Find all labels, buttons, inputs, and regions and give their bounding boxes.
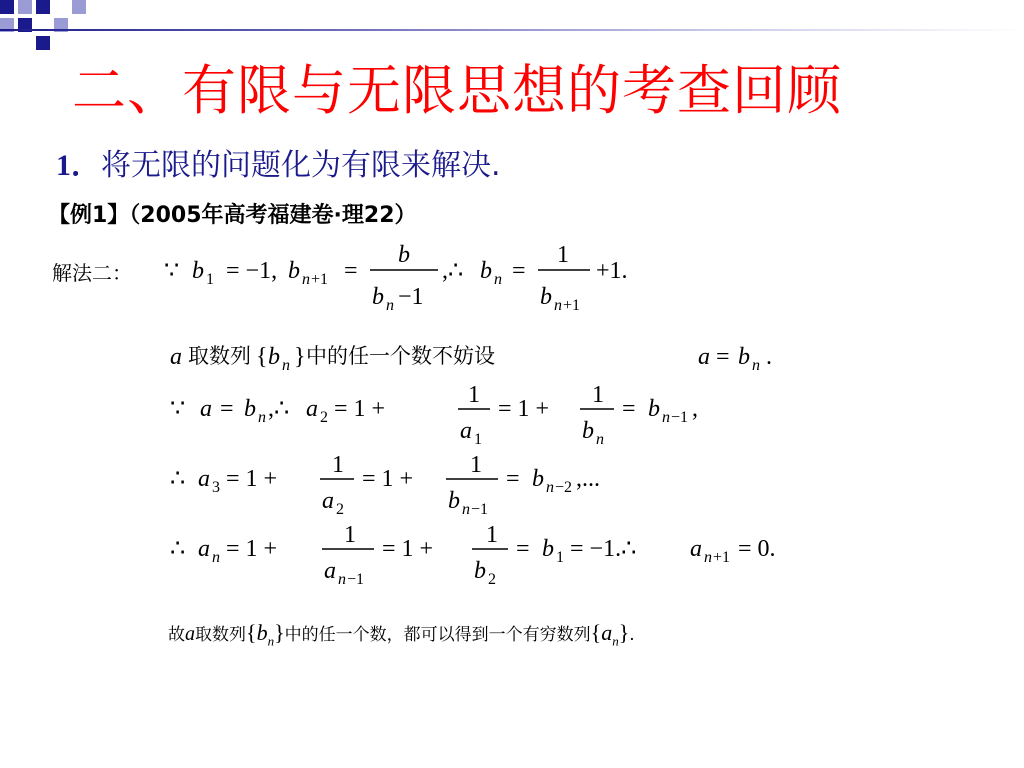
svg-text:n: n: [596, 431, 604, 448]
svg-text:1: 1: [556, 549, 564, 566]
svg-text:= 1 +: = 1 +: [382, 536, 434, 562]
header-divider: [0, 29, 1024, 31]
svg-text:a: a: [306, 396, 318, 422]
svg-text:a: a: [198, 536, 210, 562]
corner-square-1: [0, 0, 14, 14]
corner-square-3: [36, 0, 50, 14]
svg-text:}: }: [294, 344, 306, 370]
svg-text:= 1 +: = 1 +: [226, 466, 278, 492]
svg-text:1: 1: [474, 431, 482, 448]
svg-text:∴: ∴: [170, 466, 186, 492]
svg-text:+1: +1: [311, 271, 329, 288]
formula-step-a3: [168, 446, 768, 516]
svg-text:a: a: [170, 344, 182, 370]
svg-text:3: 3: [212, 479, 220, 496]
svg-text:1: 1: [557, 242, 569, 268]
svg-text:n: n: [338, 571, 346, 588]
svg-text:b: b: [268, 344, 280, 370]
formula-recurrence: [160, 232, 680, 322]
svg-text:b: b: [532, 466, 544, 492]
svg-text:b: b: [540, 284, 552, 310]
svg-text:n: n: [752, 357, 760, 374]
svg-text:b: b: [448, 488, 460, 514]
svg-text:a: a: [690, 536, 702, 562]
svg-text:b: b: [738, 344, 750, 370]
svg-text:2: 2: [336, 501, 344, 518]
svg-text:a: a: [460, 418, 472, 444]
conclusion-middle: 取数列: [195, 625, 246, 645]
svg-text:a: a: [322, 488, 334, 514]
svg-text:n: n: [212, 549, 220, 566]
corner-square-8: [72, 0, 86, 14]
svg-text:−1: −1: [671, 409, 689, 426]
svg-text:n: n: [554, 297, 562, 314]
svg-text:n: n: [704, 549, 712, 566]
example-label: 【例1】（2005年高考福建卷·理22）: [48, 203, 417, 228]
svg-text:n: n: [546, 479, 554, 496]
formula-assumption: [168, 338, 828, 378]
svg-text:a: a: [324, 558, 336, 584]
svg-text:b: b: [192, 258, 204, 284]
svg-text:1: 1: [592, 382, 604, 408]
svg-text:−1: −1: [471, 501, 489, 518]
variable-a: a: [185, 623, 195, 645]
svg-text:= 1 +: = 1 +: [334, 396, 386, 422]
svg-text:1: 1: [470, 452, 482, 478]
svg-text:a: a: [698, 344, 710, 370]
svg-text:=: =: [220, 396, 234, 422]
svg-text:= 1 +: = 1 +: [498, 396, 550, 422]
svg-text:=: =: [716, 344, 730, 370]
svg-text:n: n: [662, 409, 670, 426]
conclusion-end: .: [629, 625, 635, 645]
svg-text:b: b: [474, 558, 486, 584]
svg-text:b: b: [648, 396, 660, 422]
svg-text:1: 1: [486, 522, 498, 548]
formula-step-a2: [168, 376, 768, 446]
svg-text:n: n: [462, 501, 470, 518]
svg-text:n: n: [494, 271, 502, 288]
conclusion-line: [168, 620, 635, 649]
svg-text:−2: −2: [555, 479, 573, 496]
corner-square-7: [36, 36, 50, 50]
svg-text:a: a: [198, 466, 210, 492]
svg-text:∵: ∵: [164, 258, 180, 284]
svg-text:,...: ,...: [576, 466, 600, 492]
svg-text:+1.: +1.: [596, 258, 628, 284]
slide-title: 二、有限与无限思想的考查回顾: [72, 59, 842, 122]
svg-text:,: ,: [692, 396, 698, 422]
svg-text:∵: ∵: [170, 396, 186, 422]
svg-text:=: =: [516, 536, 530, 562]
svg-text:中的任一个数不妨设: 中的任一个数不妨设: [306, 344, 495, 368]
svg-text:{: {: [256, 344, 268, 370]
svg-text:1: 1: [332, 452, 344, 478]
method-label: 解法二：: [52, 261, 132, 285]
svg-text:,∴: ,∴: [268, 396, 290, 422]
svg-text:−1: −1: [398, 284, 424, 310]
svg-text:n: n: [258, 409, 266, 426]
corner-square-2: [18, 0, 32, 14]
svg-text:n: n: [386, 297, 394, 314]
set-an: $\{a_n\}$: [590, 620, 630, 649]
svg-text:.: .: [766, 344, 772, 370]
svg-text:,∴: ,∴: [442, 258, 464, 284]
conclusion-mid2: 中的任一个数，都可以得到一个有穷数列: [284, 625, 591, 645]
svg-text:=: =: [512, 258, 526, 284]
svg-text:b: b: [542, 536, 554, 562]
set-bn: $\{b_n\}$: [246, 620, 285, 649]
section-heading: [56, 140, 501, 184]
svg-text:b: b: [480, 258, 492, 284]
svg-text:−1: −1: [347, 571, 365, 588]
svg-text:n: n: [302, 271, 310, 288]
svg-text:b: b: [288, 258, 300, 284]
svg-text:= 1 +: = 1 +: [362, 466, 414, 492]
svg-text:1: 1: [468, 382, 480, 408]
formula-step-an: [168, 516, 848, 586]
conclusion-prefix: 故: [168, 625, 185, 645]
svg-text:= −1.∴: = −1.∴: [570, 536, 637, 562]
section-text: 将无限的问题化为有限来解决.: [101, 148, 501, 183]
svg-text:1: 1: [206, 271, 214, 288]
svg-text:b: b: [398, 242, 410, 268]
svg-text:取数列: 取数列: [188, 344, 251, 368]
svg-text:1: 1: [344, 522, 356, 548]
svg-text:b: b: [372, 284, 384, 310]
svg-text:b: b: [582, 418, 594, 444]
svg-text:=: =: [506, 466, 520, 492]
svg-text:2: 2: [320, 409, 328, 426]
svg-text:= −1,: = −1,: [226, 258, 278, 284]
svg-text:+1: +1: [713, 549, 731, 566]
svg-text:∴: ∴: [170, 536, 186, 562]
svg-text:= 0.: = 0.: [738, 536, 776, 562]
svg-text:=: =: [622, 396, 636, 422]
svg-text:n: n: [282, 357, 290, 374]
svg-text:a: a: [200, 396, 212, 422]
svg-text:+1: +1: [563, 297, 581, 314]
svg-text:b: b: [244, 396, 256, 422]
svg-text:= 1 +: = 1 +: [226, 536, 278, 562]
svg-text:=: =: [344, 258, 358, 284]
svg-text:2: 2: [488, 571, 496, 588]
section-number: 1．: [56, 149, 101, 182]
